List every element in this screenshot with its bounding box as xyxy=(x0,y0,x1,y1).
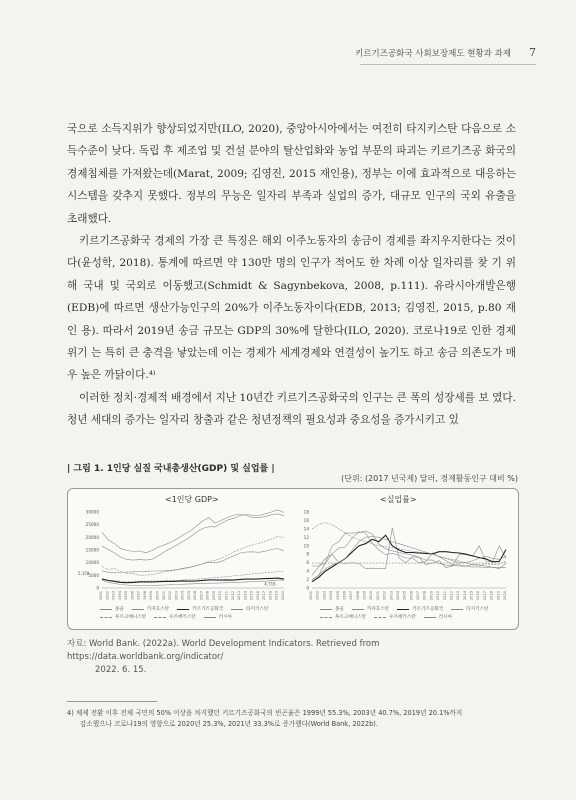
y-tick-label: 25000 xyxy=(85,522,99,528)
x-tick-label: 2019 xyxy=(274,591,279,601)
x-tick-label: 2013 xyxy=(237,591,242,601)
y-tick-label: 16 xyxy=(303,517,309,523)
line: 우 높은 까닭이다.⁴⁾ xyxy=(67,369,156,382)
line: 였다. 청년 세대의 증가는 일자리 창출과 같은 청년정책의 필요성과 중요성을 증가시키고 있 xyxy=(67,391,516,427)
x-tick-label: 2020 xyxy=(503,591,507,601)
figure-title: | 그림 1. 1인당 실질 국내총생산(GDP) 및 실업률 | xyxy=(67,464,275,474)
x-tick-label: 2016 xyxy=(476,591,481,601)
line: 국으로 소득지위가 향상되었지만(ILO, 2020), 중앙아시아에서는 여전히 타지키스탄 다음으로 xyxy=(67,123,503,135)
x-tick-label: 2011 xyxy=(224,591,229,601)
x-tick-label: 1991 xyxy=(309,591,313,601)
series-line xyxy=(102,549,284,573)
footnote-line: 4) 체제 전환 이후 전체 국민의 50% 이상을 차지했던 키르기즈공화국의 빈곤율은 1999년 55.3%, 2003년 40.7%, 2019년 20.1%까지 xyxy=(67,709,463,717)
y-tick-label: 5000 xyxy=(88,572,99,578)
x-tick-label: 2008 xyxy=(422,591,427,601)
legend-label: 러시아 xyxy=(218,615,233,620)
series-line xyxy=(102,514,284,553)
line: 용). 따라서 2019년 송금 규모는 GDP의 30%에 달한다(ILO, 2020). 코로나19로 인한 경제위기 xyxy=(67,324,516,360)
x-tick-label: 2012 xyxy=(449,591,454,601)
x-tick-label: 2009 xyxy=(429,591,434,601)
x-tick-label: 2003 xyxy=(174,591,179,601)
running-head xyxy=(355,46,536,59)
x-tick-label: 2004 xyxy=(180,591,185,601)
line: 화국의 경제침체를 가져왔는데(Marat, 2009; 김영진, 2015 재인용), 정부는 이에 효과적으로 xyxy=(67,145,516,180)
line: 국외 유출을 초래했다. xyxy=(67,190,516,225)
x-tick-label: 1993 xyxy=(111,591,116,601)
x-tick-label: 2018 xyxy=(268,591,273,601)
x-tick-label: 2016 xyxy=(255,591,260,601)
x-tick-label: 2012 xyxy=(230,591,235,601)
x-tick-label: 2003 xyxy=(389,591,394,601)
x-tick-label: 2005 xyxy=(402,591,407,601)
x-tick-label: 1995 xyxy=(124,591,129,601)
x-tick-label: 2014 xyxy=(462,591,467,601)
paragraph-3 xyxy=(67,387,516,432)
paragraph-2 xyxy=(67,230,516,387)
legend-label: 우즈베키스탄 xyxy=(389,615,416,620)
x-tick-label: 2005 xyxy=(186,591,191,601)
line: 기 위해 국내 및 국외로 이동했고(Schmidt & Sagynbekova, 2008, p.111). 유라시아개발은행 xyxy=(67,257,517,292)
x-tick-label: 1999 xyxy=(149,591,154,601)
footnote-line: 감소했으나 코로나19의 영향으로 2020년 25.3%, 2021년 33.3%로 증가했다(World Bank, 2022b). xyxy=(80,720,378,728)
x-tick-label: 2010 xyxy=(436,591,441,601)
data-label: 4,716 xyxy=(264,581,276,587)
x-tick-label: 2015 xyxy=(469,591,474,601)
paragraph-1 xyxy=(67,118,516,230)
x-tick-label: 1997 xyxy=(136,591,141,601)
x-tick-label: 1994 xyxy=(117,591,122,601)
left-panel-title: <1인당 GDP> xyxy=(165,495,219,504)
x-tick-label: 2011 xyxy=(442,591,447,601)
y-tick-label: 8 xyxy=(306,551,309,557)
x-tick-label: 2007 xyxy=(199,591,204,601)
legend-label: 우즈베키스탄 xyxy=(169,615,196,620)
x-tick-label: 2000 xyxy=(155,591,160,601)
source-line: 2022. 6. 15. xyxy=(95,665,147,675)
line: 키르기즈공화국 경제의 가장 큰 특징은 해외 이주노동자의 송금이 경제를 좌지우지한다는 xyxy=(79,235,492,248)
gdp-legend xyxy=(100,605,268,621)
right-panel-title: <실업률> xyxy=(380,495,417,504)
x-tick-label: 2002 xyxy=(382,591,387,601)
footnote-divider xyxy=(67,701,157,702)
x-tick-label: 2017 xyxy=(482,591,487,601)
y-tick-label: 20000 xyxy=(85,534,99,540)
y-tick-label: 15000 xyxy=(85,547,99,553)
y-tick-label: 10 xyxy=(303,543,309,549)
page-number: 7 xyxy=(529,46,536,59)
legend-label: 카자흐스탄 xyxy=(146,607,170,612)
x-tick-label: 2015 xyxy=(249,591,254,601)
x-tick-label: 1997 xyxy=(349,591,354,601)
x-tick-label: 2010 xyxy=(218,591,223,601)
x-tick-label: 1998 xyxy=(355,591,360,601)
y-tick-label: 6 xyxy=(306,560,309,566)
x-tick-label: 2013 xyxy=(456,591,461,601)
x-tick-label: 1996 xyxy=(342,591,347,601)
y-tick-label: 0 xyxy=(96,585,99,591)
x-tick-label: 1992 xyxy=(315,591,320,601)
figure-unit: (단위: (2017 년국제) 달러, 경제활동인구 대비 %) xyxy=(341,474,518,483)
legend-label: 키르기즈공화국 xyxy=(412,607,444,612)
series-line xyxy=(312,531,506,580)
y-tick-label: 18 xyxy=(303,509,309,515)
x-tick-label: 2009 xyxy=(211,591,216,601)
x-tick-label: 1993 xyxy=(322,591,327,601)
x-tick-label: 2006 xyxy=(193,591,198,601)
x-tick-label: 2001 xyxy=(161,591,166,601)
x-tick-label: 2008 xyxy=(205,591,210,601)
x-tick-label: 2002 xyxy=(168,591,173,601)
x-tick-label: 2017 xyxy=(262,591,267,601)
x-tick-label: 1996 xyxy=(130,591,135,601)
y-tick-label: 12 xyxy=(303,534,309,540)
legend-label: 투르크메니스탄 xyxy=(335,615,367,620)
x-tick-label: 2018 xyxy=(489,591,494,601)
legend-label: 몽골 xyxy=(335,607,344,612)
line: (EDB)에 따르면 생산가능인구의 20%가 이주노동자이다(EDB, 2013; 김영진, 2015, p.80 재인 xyxy=(67,302,516,337)
legend-label: 투르크메니스탄 xyxy=(115,615,147,620)
x-tick-label: 1992 xyxy=(105,591,110,601)
x-tick-label: 1991 xyxy=(99,591,103,601)
x-tick-label: 1994 xyxy=(329,591,334,601)
x-tick-label: 2007 xyxy=(416,591,421,601)
series-line xyxy=(312,528,506,575)
legend-label: 몽골 xyxy=(115,607,124,612)
x-tick-label: 2001 xyxy=(375,591,380,601)
line: 이러한 정치·경제적 배경에서 지난 10년간 키르기즈공화국의 인구는 큰 폭의 성장세를 보 xyxy=(79,391,489,404)
line: 것이다(윤성학, 2018). 통계에 따르면 약 130만 명의 인구가 적어도 한 차례 이상 일자리를 찾 xyxy=(67,235,516,270)
data-label: 5,158 xyxy=(78,570,90,576)
y-tick-label: 14 xyxy=(303,526,309,532)
figure-source xyxy=(67,638,516,677)
footnote xyxy=(67,708,516,730)
legend-label: 카자흐스탄 xyxy=(366,607,390,612)
line: 는 특히 큰 충격을 낳았는데 이는 경제가 세계경제와 연결성이 높기도 하고 송금 의존도가 매 xyxy=(91,347,517,360)
x-tick-label: 1995 xyxy=(335,591,340,601)
running-title: 키르기즈공화국 사회보장제도 현황과 과제 xyxy=(355,48,511,59)
series-line xyxy=(102,578,284,583)
legend-label: 타지키스탄 xyxy=(466,607,489,612)
y-tick-label: 30000 xyxy=(85,509,99,515)
header-divider xyxy=(360,64,536,65)
y-tick-label: 4 xyxy=(306,568,309,574)
x-tick-label: 1998 xyxy=(142,591,147,601)
source-line: 자료: World Bank. (2022a). World Development Indicators. Retrieved from https://data.worldbank.org/indicator/ xyxy=(67,639,380,662)
y-tick-label: 0 xyxy=(306,585,309,591)
x-tick-label: 1999 xyxy=(362,591,367,601)
legend-label: 키르기즈공화국 xyxy=(192,607,224,612)
line: 소득수준이 낮다. 독립 후 제조업 및 건설 분야의 탈산업화와 농업 부문의 파괴는 키르기즈공 xyxy=(67,123,516,158)
x-tick-label: 2019 xyxy=(496,591,501,601)
x-tick-label: 2004 xyxy=(395,591,400,601)
unemployment-legend xyxy=(320,605,488,621)
line: 대응하는 시스템을 갖추지 못했다. 정부의 무능은 일자리 부족과 실업의 증가, 대규모 인구의 xyxy=(67,167,516,203)
series-line xyxy=(312,535,506,582)
x-tick-label: 2020 xyxy=(281,591,285,601)
series-line xyxy=(102,572,284,582)
series-line xyxy=(102,537,284,576)
body-text xyxy=(67,118,516,432)
legend-label: 타지키스탄 xyxy=(246,607,269,612)
y-tick-label: 10000 xyxy=(85,560,99,566)
legend-label: 러시아 xyxy=(438,615,453,620)
y-tick-label: 2 xyxy=(306,577,309,583)
x-tick-label: 2006 xyxy=(409,591,414,601)
x-tick-label: 2000 xyxy=(369,591,374,601)
x-tick-label: 2014 xyxy=(243,591,248,601)
